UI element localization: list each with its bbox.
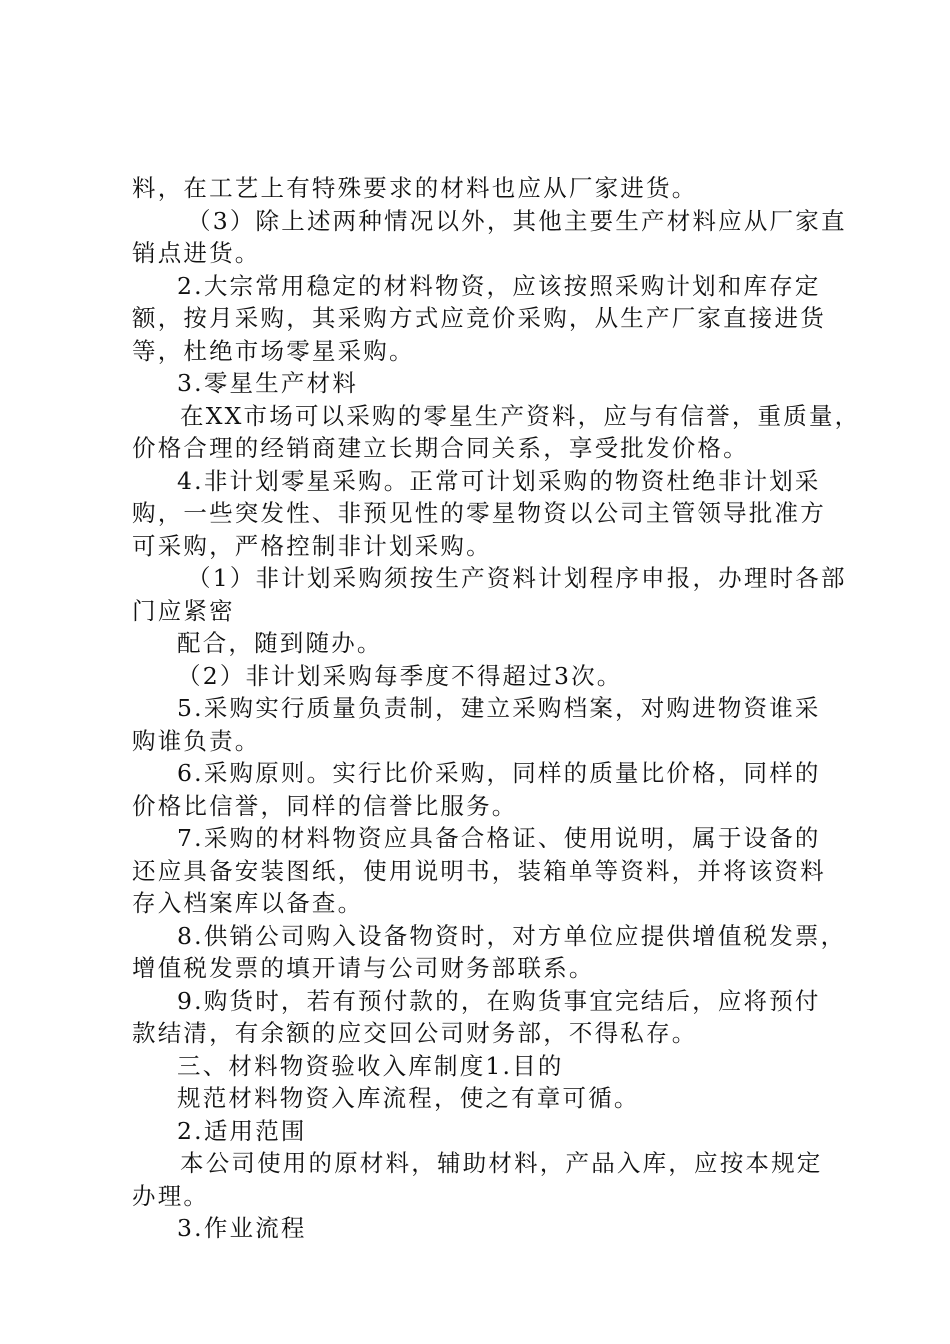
text-line: 3.作业流程 bbox=[177, 1214, 307, 1242]
text-line: （2）非计划采购每季度不得超过3次。 bbox=[177, 661, 623, 690]
text-line: 门应紧密 bbox=[132, 596, 235, 625]
text-line: 增值税发票的填开请与公司财务部联系。 bbox=[132, 954, 595, 982]
text-line: 5.采购实行质量负责制，建立采购档案，对购进物资谁采 bbox=[177, 694, 821, 722]
text-line: 额，按月采购，其采购方式应竞价采购，从生产厂家直接进货 bbox=[132, 304, 826, 332]
text-line: 还应具备安装图纸，使用说明书，装箱单等资料，并将该资料 bbox=[132, 856, 826, 885]
document-body bbox=[132, 172, 861, 1245]
text-line: 购，一些突发性、非预见性的零星物资以公司主管领导批准方 bbox=[132, 499, 826, 527]
text-line: 7.采购的材料物资应具备合格证、使用说明，属于设备的 bbox=[177, 824, 821, 852]
text-line: 销点进货。 bbox=[132, 239, 261, 267]
text-line: 料，在工艺上有特殊要求的材料也应从厂家进货。 bbox=[132, 174, 698, 202]
text-line: 价格合理的经销商建立长期合同关系，享受批发价格。 bbox=[132, 434, 749, 462]
text-line: 办理。 bbox=[132, 1181, 210, 1210]
text-line: 4.非计划零星采购。正常可计划采购的物资杜绝非计划采 bbox=[177, 466, 821, 495]
text-line: 本公司使用的原材料，辅助材料，产品入库，应按本规定 bbox=[180, 1149, 823, 1177]
text-line: 规范材料物资入库流程，使之有章可循。 bbox=[177, 1084, 640, 1112]
text-line: 6.采购原则。实行比价采购，同样的质量比价格，同样的 bbox=[177, 759, 821, 787]
text-line: 价格比信誉，同样的信誉比服务。 bbox=[132, 791, 518, 820]
text-line: 3.零星生产材料 bbox=[177, 369, 359, 397]
text-line: （1）非计划采购须按生产资料计划程序申报，办理时各部 bbox=[187, 564, 847, 592]
text-line: 2.大宗常用稳定的材料物资，应该按照采购计划和库存定 bbox=[177, 271, 821, 300]
text-line: 等，杜绝市场零星采购。 bbox=[132, 336, 415, 365]
text-line: 款结清，有余额的应交回公司财务部，不得私存。 bbox=[132, 1019, 698, 1047]
text-line: 三、材料物资验收入库制度1.目的 bbox=[177, 1051, 564, 1080]
text-line: 存入档案库以备查。 bbox=[132, 889, 364, 917]
text-line: 购谁负责。 bbox=[132, 726, 261, 755]
text-line: 8.供销公司购入设备物资时，对方单位应提供增值税发票， bbox=[177, 921, 847, 950]
text-line: 在XX市场可以采购的零星生产资料，应与有信誉，重质量， bbox=[180, 401, 861, 430]
text-line: 配合，随到随办。 bbox=[177, 629, 383, 657]
text-line: 2.适用范围 bbox=[177, 1116, 307, 1145]
text-line: 可采购，严格控制非计划采购。 bbox=[132, 531, 492, 560]
text-line: （3）除上述两种情况以外，其他主要生产材料应从厂家直 bbox=[187, 206, 847, 235]
text-line: 9.购货时，若有预付款的，在购货事宜完结后，应将预付 bbox=[177, 986, 821, 1015]
